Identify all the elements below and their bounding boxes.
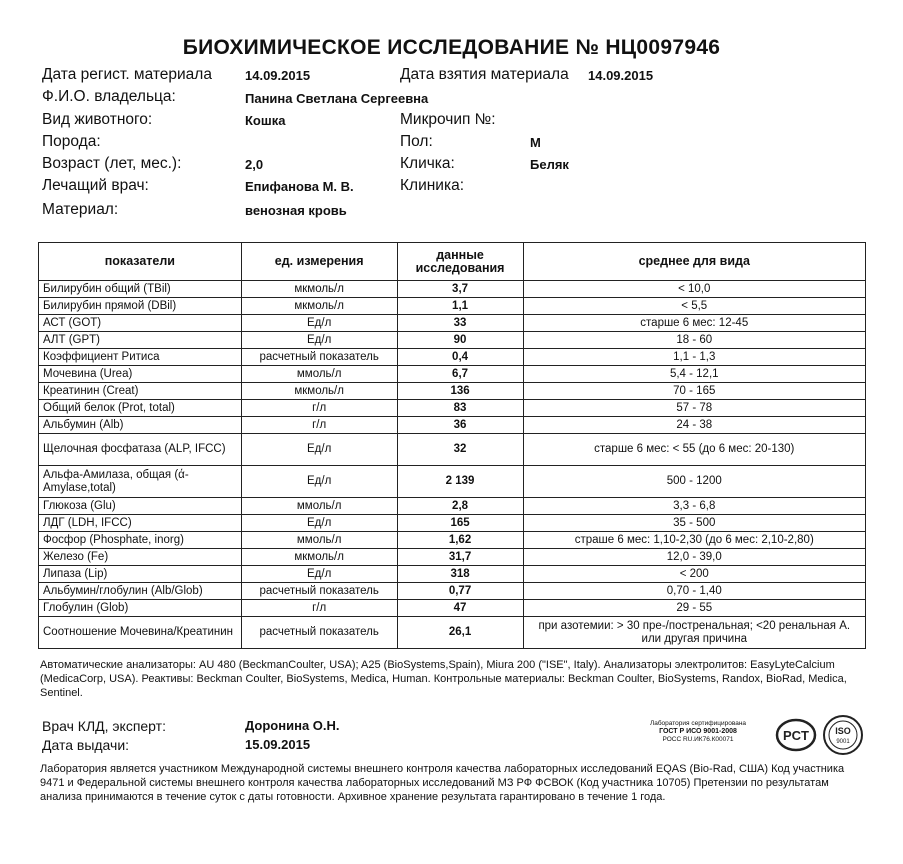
table-row — [39, 617, 866, 649]
footer-note: Лаборатория является участником Международной системы внешнего контроля качества лабораторных исследований EQAS (Bio-Rad, США) Код участника 9471 и Федеральной системы внешнего контроля качества лабораторных исследований МЗ РФ ФСВОК (Код участника 10705) Претензии по результатам анализа принимаются в течение суток с даты готовности. Архивное хранение результата гарантировано в течение 1 года. — [40, 763, 845, 803]
reference-cell: 1,1 - 1,3 — [523, 349, 865, 366]
value-cell: 47 — [397, 600, 523, 617]
table-row — [39, 332, 866, 349]
issue-date: 15.09.2015 — [245, 737, 311, 752]
reference-cell: 18 - 60 — [523, 332, 865, 349]
table-row — [39, 349, 866, 366]
reference-cell: страше 6 мес: 1,10-2,30 (до 6 мес: 2,10-2,80) — [523, 532, 865, 549]
table-row — [39, 383, 866, 400]
reg-date: 14.09.2015 — [245, 68, 311, 83]
reference-cell: 35 - 500 — [523, 515, 865, 532]
unit-cell: ммоль/л — [241, 366, 397, 383]
indicator-cell: Соотношение Мочевина/Креатинин — [39, 617, 242, 649]
value-cell: 83 — [397, 400, 523, 417]
unit-cell: мкмоль/л — [241, 281, 397, 298]
reference-cell: старше 6 мес: 12-45 — [523, 315, 865, 332]
unit-cell: Ед/л — [241, 315, 397, 332]
value-cell: 3,7 — [397, 281, 523, 298]
table-row — [39, 532, 866, 549]
reference-cell: < 10,0 — [523, 281, 865, 298]
table-row — [39, 600, 866, 617]
reference-cell: 70 - 165 — [523, 383, 865, 400]
unit-cell: г/л — [241, 417, 397, 434]
value-cell: 32 — [397, 434, 523, 466]
sex-label: Пол: — [400, 133, 433, 150]
reference-cell: < 5,5 — [523, 298, 865, 315]
table-row — [39, 366, 866, 383]
table-row — [39, 400, 866, 417]
indicator-cell: Креатинин (Creat) — [39, 383, 242, 400]
indicator-cell: АСТ (GOT) — [39, 315, 242, 332]
certification-note — [628, 720, 768, 744]
unit-cell: Ед/л — [241, 332, 397, 349]
reference-cell: 57 - 78 — [523, 400, 865, 417]
table-row — [39, 583, 866, 600]
age: 2,0 — [245, 157, 264, 172]
material-label: Материал: — [42, 201, 119, 218]
pct-logo-icon — [775, 718, 817, 752]
species: Кошка — [245, 113, 286, 128]
unit-cell: г/л — [241, 400, 397, 417]
col-header-value: данные исследования — [397, 243, 523, 281]
value-cell: 1,1 — [397, 298, 523, 315]
reference-cell: 24 - 38 — [523, 417, 865, 434]
table-row — [39, 498, 866, 515]
value-cell: 31,7 — [397, 549, 523, 566]
iso-logo-top-text: ISO — [835, 726, 851, 736]
indicator-cell: Билирубин общий (TBil) — [39, 281, 242, 298]
pet-name: Беляк — [530, 157, 569, 172]
table-row — [39, 515, 866, 532]
table-row — [39, 549, 866, 566]
pet-name-label: Кличка: — [400, 155, 455, 172]
iso-logo-bottom-text: 9001 — [836, 739, 850, 745]
breed-label: Порода: — [42, 133, 101, 150]
unit-cell: ммоль/л — [241, 498, 397, 515]
reference-cell: 12,0 - 39,0 — [523, 549, 865, 566]
clinic-label: Клиника: — [400, 177, 464, 194]
value-cell: 90 — [397, 332, 523, 349]
doctor-label: Лечащий врач: — [42, 177, 149, 194]
indicator-cell: Железо (Fe) — [39, 549, 242, 566]
table-row — [39, 466, 866, 498]
reference-cell: 3,3 - 6,8 — [523, 498, 865, 515]
unit-cell: Ед/л — [241, 566, 397, 583]
age-label: Возраст (лет, мес.): — [42, 155, 182, 172]
reference-cell: 5,4 - 12,1 — [523, 366, 865, 383]
value-cell: 0,4 — [397, 349, 523, 366]
indicator-cell: Мочевина (Urea) — [39, 366, 242, 383]
cert-line-1: Лаборатория сертифицирована — [649, 720, 747, 727]
indicator-cell: Общий белок (Prot, total) — [39, 400, 242, 417]
analyzers-note: Автоматические анализаторы: AU 480 (BeckmanCoulter, USA); A25 (BioSystems,Spain), Miura 200 ("ISE", Italy). Анализаторы электролитов: EasyLyteCalcium (MedicaCorp, USA). Реактивы: Beckman Coulter, BioSystems, Medica, Human. Контрольные материалы: Beckman Coulter, BioSystems, Randox, BioRad, Medica, Sentinel. — [40, 659, 847, 699]
expert-label: Врач КЛД, эксперт: — [42, 718, 166, 734]
reference-cell: 29 - 55 — [523, 600, 865, 617]
reference-cell: старше 6 мес: < 55 (до 6 мес: 20-130) — [523, 434, 865, 466]
col-header-indicator: показатели — [39, 243, 242, 281]
table-row — [39, 566, 866, 583]
indicator-cell: Коэффициент Ритиса — [39, 349, 242, 366]
table-row — [39, 417, 866, 434]
species-label: Вид животного: — [42, 111, 153, 128]
issue-date-label: Дата выдачи: — [42, 737, 130, 753]
reference-cell: 500 - 1200 — [523, 466, 865, 498]
owner-label: Ф.И.О. владельца: — [42, 88, 176, 105]
unit-cell: мкмоль/л — [241, 549, 397, 566]
value-cell: 2,8 — [397, 498, 523, 515]
page-title: БИОХИМИЧЕСКОЕ ИССЛЕДОВАНИЕ № НЦ0097946 — [182, 36, 721, 59]
value-cell: 2 139 — [397, 466, 523, 498]
value-cell: 26,1 — [397, 617, 523, 649]
table-header-row — [39, 243, 866, 281]
unit-cell: ммоль/л — [241, 532, 397, 549]
chip-label: Микрочип №: — [400, 111, 496, 128]
cert-line-2: ГОСТ Р ИСО 9001-2008 — [659, 728, 737, 735]
indicator-cell: АЛТ (GPT) — [39, 332, 242, 349]
table-body — [39, 281, 866, 649]
reference-cell: < 200 — [523, 566, 865, 583]
value-cell: 6,7 — [397, 366, 523, 383]
indicator-cell: Липаза (Lip) — [39, 566, 242, 583]
table-row — [39, 315, 866, 332]
table-row — [39, 298, 866, 315]
take-date: 14.09.2015 — [588, 68, 654, 83]
pct-logo-text: PCT — [783, 728, 809, 743]
sex: М — [530, 135, 541, 150]
value-cell: 36 — [397, 417, 523, 434]
doctor: Епифанова М. В. — [245, 179, 354, 194]
unit-cell: расчетный показатель — [241, 349, 397, 366]
unit-cell: мкмоль/л — [241, 383, 397, 400]
indicator-cell: Фосфор (Phosphate, inorg) — [39, 532, 242, 549]
col-header-unit: ед. измерения — [241, 243, 397, 281]
value-cell: 136 — [397, 383, 523, 400]
material: венозная кровь — [245, 203, 347, 218]
table-row — [39, 281, 866, 298]
unit-cell: расчетный показатель — [241, 617, 397, 649]
indicator-cell: Альбумин/глобулин (Alb/Glob) — [39, 583, 242, 600]
unit-cell: Ед/л — [241, 434, 397, 466]
reg-date-label: Дата регист. материала — [42, 66, 212, 83]
indicator-cell: Билирубин прямой (DBil) — [39, 298, 242, 315]
owner: Панина Светлана Сергеевна — [245, 91, 429, 106]
expert-name: Доронина О.Н. — [245, 718, 340, 733]
indicator-cell: Щелочная фосфатаза (ALP, IFCC) — [39, 434, 242, 466]
results-table — [38, 242, 866, 649]
table-row — [39, 434, 866, 466]
cert-line-3: РОСС RU.ИК76.К00071 — [662, 736, 734, 743]
indicator-cell: Глюкоза (Glu) — [39, 498, 242, 515]
take-date-label: Дата взятия материала — [400, 66, 569, 83]
unit-cell: расчетный показатель — [241, 583, 397, 600]
indicator-cell: Альбумин (Alb) — [39, 417, 242, 434]
unit-cell: мкмоль/л — [241, 298, 397, 315]
value-cell: 0,77 — [397, 583, 523, 600]
reference-cell: 0,70 - 1,40 — [523, 583, 865, 600]
col-header-reference: среднее для вида — [523, 243, 865, 281]
value-cell: 318 — [397, 566, 523, 583]
indicator-cell: Глобулин (Glob) — [39, 600, 242, 617]
value-cell: 165 — [397, 515, 523, 532]
indicator-cell: ЛДГ (LDH, IFCC) — [39, 515, 242, 532]
reference-cell: при азотемии: > 30 пре-/постренальная; <20 ренальная А. или другая причина — [523, 617, 865, 649]
value-cell: 33 — [397, 315, 523, 332]
iso-logo-icon — [822, 714, 864, 756]
unit-cell: Ед/л — [241, 515, 397, 532]
unit-cell: г/л — [241, 600, 397, 617]
value-cell: 1,62 — [397, 532, 523, 549]
unit-cell: Ед/л — [241, 466, 397, 498]
indicator-cell: Альфа-Амилаза, общая (ά-Amylase,total) — [39, 466, 242, 498]
